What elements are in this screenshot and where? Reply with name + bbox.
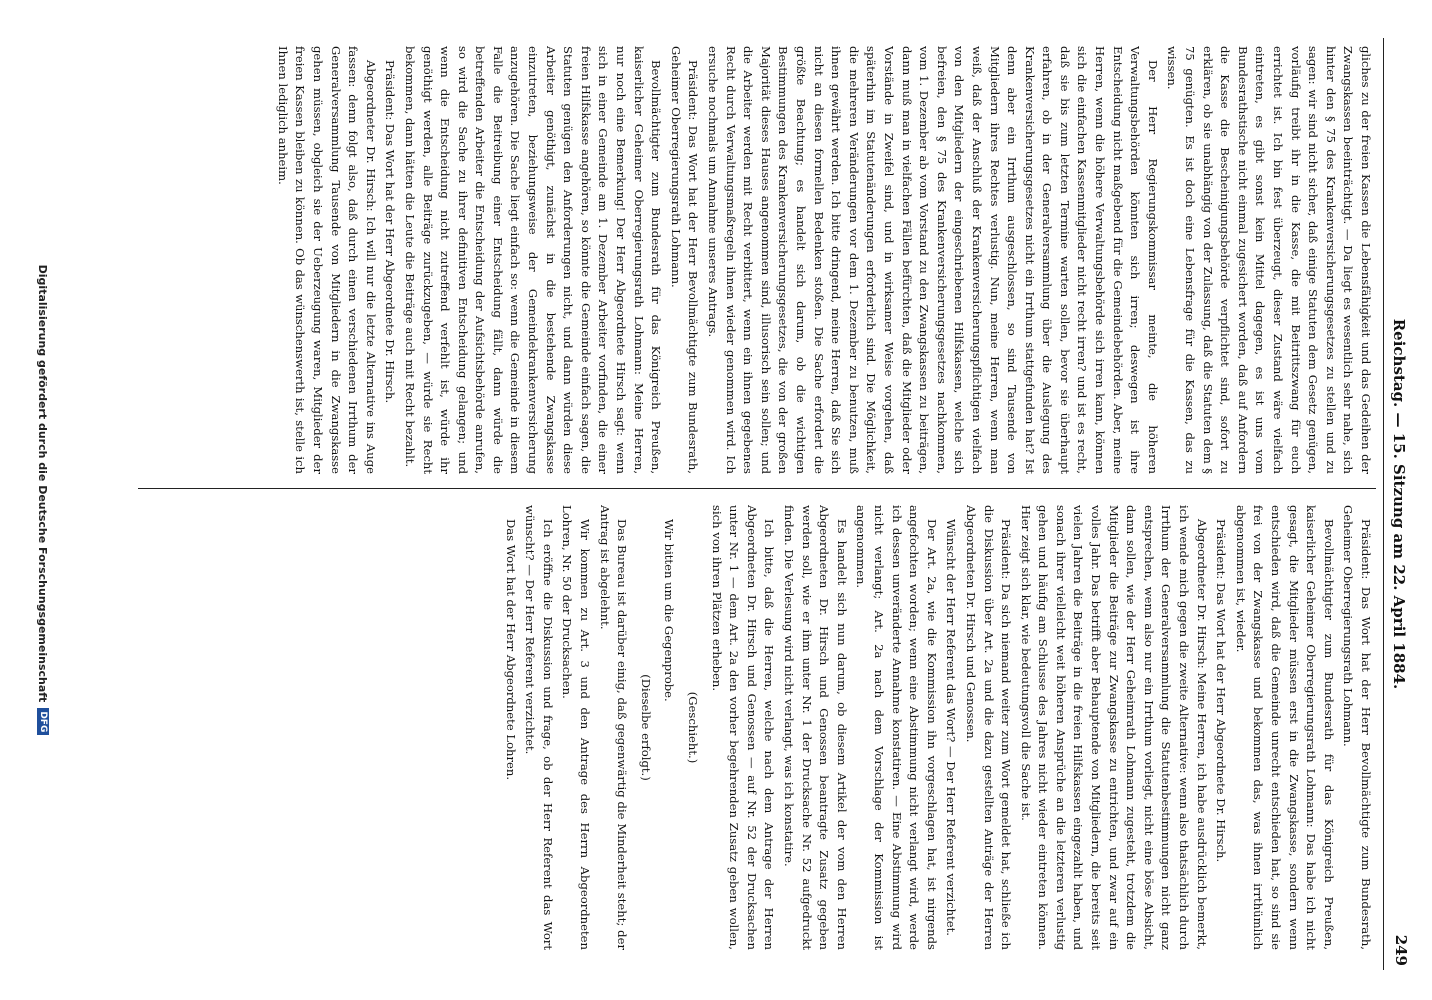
paragraph: Abgeordneter Dr. Hirsch: Ich will nur die letzte Alternative ins Auge fassen: denn folgt also, daß durch einen verschiedenen Irrthum der Generalversammlung Tausende von Mitgliedern in die Zwangskasse gehen müssen, obgleich sie der Ueberzeugung waren, Mitglieder der freien Kassen bleiben zu können. Ob das wünschenswerth ist, stelle ich Ihnen lediglich anheim. [275,46,378,474]
paragraph: Das Bureau ist darüber einig, daß gegenwärtig die Minderheit steht; der Antrag ist abgelehnt. [597,505,630,950]
speaker-president: Präsident: Da sich niemand weiter zum Wort gemeldet hat, schließe ich die Diskussion über Art. 2a und die dazu gestellten Anträge der Herren Abgeordneten Dr. Hirsch und Genossen. [963,505,1014,950]
left-text-column [139,46,1374,474]
paragraph: Es handelt sich nun darum, ob diesem Artikel der vom den Herren Abgeordneten Dr. Hirsch und Genossen beantragte Zusatz gegeben werden soll, wie er ihm unter Nr. 1 der Drucksache Nr. 52 aufgedruckt finden. Die Verlesung wird nicht verlangt, was ich konstatire. [782,505,849,950]
paragraph: Bevollmächtigter zum Bundesrath für das Königreich Preußen, kaiserlicher Geheimer Oberregierungsrath Lohmann: Das habe ich nicht gesagt, die Mitglieder müssen erst in die Zwangskasse, sondern wenn entschieden wird, daß die Gemeinde unrecht entschieden hat, so sind sie frei von der Zwangskasse und bekommen das, was ihnen irrthümlich abgenommen ist, wieder. [1233,505,1336,950]
funding-footer [32,0,54,1000]
paragraph: gliches zu der freien Kassen die Lebensfähigkeit und das Gedeihen der Zwangskassen beeinträchtigt. — Da liegt es wesentlich sehr nahe, sich hinter den § 75 des Krankenversicherungsgesetzes zu stellen und zu sagen: wir sind nicht sicher, daß einige Statuten dem Gesetz genügen, vorläufig treibt ihr in die Kasse, die mit Beitrittszwang für euch errichtet ist. Ich bin fest überzeugt, dieser Zustand wäre vielfach eintreten, es gibt sonst kein Mittel dagegen, es ist uns vom Bundesrathstische nicht einmal zugesichert worden, daß auf Anfordern die Kasse die Bescheinigungsbehörde verpflichtet sind, sofort zu erklären, ob sie unabhängig von der Zulassung, daß die Statuten dem § 75 genügten. Es ist doch eine Lebensfrage für die Kassen, das zu wissen. [1165,46,1373,474]
stage-direction: (Dieselbe erfolgt.) [638,674,653,781]
speaker-president: Präsident: Das Wort hat der Herr Abgeordnete Dr. Hirsch. [1214,519,1229,863]
speaker-president: Präsident: Das Wort hat der Herr Bevollmächtigte zum Bundesrath, Geheimer Oberregierungsrath Lohmann. [668,46,701,474]
paragraph: Das Wort hat der Herr Abgeordnete Lohren. [503,519,518,781]
page-number: 249 [1392,934,1410,966]
stage-direction: (Geschieht.) [686,691,701,764]
right-text-column [139,505,1374,950]
paragraph: Bevollmächtigter zum Bundesrath für das Königreich Preußen, kaiserlicher Geheimer Oberregierungsrath Lohmann: Meine Herren, nur noch eine Bemerkung! Der Herr Abgeordnete Hirsch sagt: wenn sich in einer Gemeinde am 1. Dezember Arbeiter vorfinden, die einer freien Hilfskasse angehören, so könnte die Gemeinde einfach sagen, die Statuten genügen den Anforderungen nicht, und dann würden diese Arbeiter genöthigt, zunächst in die bestehende Zwangskasse einzutreten, beziehungsweise der Gemeindekrankenversicherung anzugehören. Die Sache liegt einfach so: wenn die Gemeinde in diesem Falle die Beitreibung einer Entscheidung fällt, dann würde die betreffenden Arbeiter die Entscheidung der Aufsichtsbehörde anrufen, so wird die Sache zu ihrer definitiven Entscheidung gelangen; und wenn die Entscheidung nicht zutreffend verfehlt ist, würde ihr genöthigt werden, alle Beiträge zurückzugeben, — würde sie Recht bekommen, dann hätten die Leute die Beiträge auch mit Recht bezahlt. [402,46,664,474]
paragraph: Ich bitte, daß die Herren, welche nach dem Antrage der Herren Abgeordneten Dr. Hirsch und Genossen — auf Nr. 52 der Drucksachen unter Nr. 1 — dem Art. 2a den vorher begehrenden Zusatz geben wollen, sich von ihren Plätzen erheben. [709,505,777,950]
dfg-logo: DFG [37,708,49,735]
paragraph: Wir bitten um die Gegenprobe. [662,519,677,702]
paragraph: Wir kommen zu Art. 3 und den Antrage des Herrn Abgeordneten Lohren, Nr. 50 der Drucksachen. [560,505,593,950]
paragraph: Ich eröffne die Diskussion und frage, ob der Herr Referent das Wort wünscht? — Der Herr Referent verzichtet. [523,505,555,950]
speaker-president: Präsident: Das Wort hat der Herr Abgeordnete Dr. Hirsch. [383,60,398,404]
paragraph: Der Herr Regierungskommissar meinte, die höheren Verwaltungsbehörden könnten sich irren; deswegen ist ihre Entscheidung nicht maßgebend für die Gemeindebehörden. Aber, meine Herren, wenn die höhere Verwaltungsbehörde sich irren kann, können sich die einfachen Kassenmitglieder nicht recht irren? und ist es recht, daß sie bis zum letzten Termine warten sollen, bevor sie überhaupt erfahren, ob in der Generalversammlung über die Auslegung des Krankenversicherungsgesetzes nicht ein Irrthum stattgefunden hat? Ist denn aber ein Irrthum ausgeschlossen, so sind Tausende von Mitgliedern ihres Rechtes verlustig. Nun, meine Herren, wenn man weiß, daß der Anschluß der Krankenversicherungspflichtigen vielfach von den Mitgliedern der eingeschriebenen Hilfskassen, welche sich befreien, den § 75 des Krankenversicherungsgesetzes nachkommen, vom 1. Dezember ab vom Vorstand zu den Zwangskassen zu beiträgen, dann muß man in vielfachen Fällen befürchten, daß die Mitglieder oder Vorstände in Zweifel sind, und in wirksamer Weise vorgehen, daß späterhin im Statutenänderungen erforderlich sind. Die Möglichkeit, die mehreren Veränderungen vor dem 1. Dezember zu benutzen, muß ihnen gewährt werden. Ich bitte dringend, meine Herren, daß Sie sich nicht an diesen formellen Bedenken stoßen. Die Sache erfordert die größte Beachtung; es handelt sich darum, ob die wichtigen Bestimmungen des Krankenversicherungsgesetzes, die von der großen Majorität dieses Hauses angenommen sind, illusorisch sein sollen; und die Arbeiter werden mit Recht verbittert, wenn ein ihnen gegebenes Recht durch Verwaltungsmaßregeln ihnen wieder genommen wird. Ich ersuche nochmals um Annahme unseres Antrags. [706,46,1160,474]
paragraph: Abgeordneter Dr. Hirsch: Meine Herren, ich habe ausdrücklich bemerkt, ich wende mich gegen die zweite Alternative: wenn also thatsächlich durch Irrthum der Generalversammlung die Statutenbestimmungen nicht ganz entsprechen, wenn also nur ein Irrthum vorliegt, nicht eine böse Absicht, dann sollen, wie der Herr Geheimrath Lohmann zugesteht, trotzdem die Mitglieder die Beiträge zur Zwangskasse zu entrichten, und zwar auf ein volles Jahr. Das betrifft aber Behauptende von Mitgliedern, die bereits seit vielen Jahren die Beiträge in die freien Hilfskassen eingezahlt haben, und sonach ihrer vielleicht weit höheren Ansprüche an die letzteren verlustig gehen und häufig am Schlusse des Jahres nicht wieder eintreten können. Hier zeigt sich klar, wie bedeutungsvoll die Sache ist. [1018,505,1209,950]
column-divider [138,488,1376,489]
paragraph: Der Art. 2a, wie die Kommission ihn vorgeschlagen hat, ist nirgends angefochten worden; wenn eine Abstimmung nicht verlangt wird, werde ich dessen unveränderte Annahme konstatiren. — Eine Abstimmung wird nicht verlangt; Art. 2a nach dem Vorschlage der Kommission ist angenommen. [854,505,939,950]
header-title: Reichstag. — 15. Sitzung am 22. April 1884. [1390,318,1408,690]
paragraph: Wünscht der Herr Referent das Wort? — Der Herr Referent verzichtet. [944,519,959,936]
page-header [1383,38,1414,970]
speaker-president: Präsident: Das Wort hat der Herr Bevollmächtigte zum Bundesrath, Geheimer Oberregierungsrath Lohmann. [1341,505,1373,950]
footer-text: Digitalisierung gefördert durch die Deutsche Forschungsgemeinschaft [36,264,50,703]
